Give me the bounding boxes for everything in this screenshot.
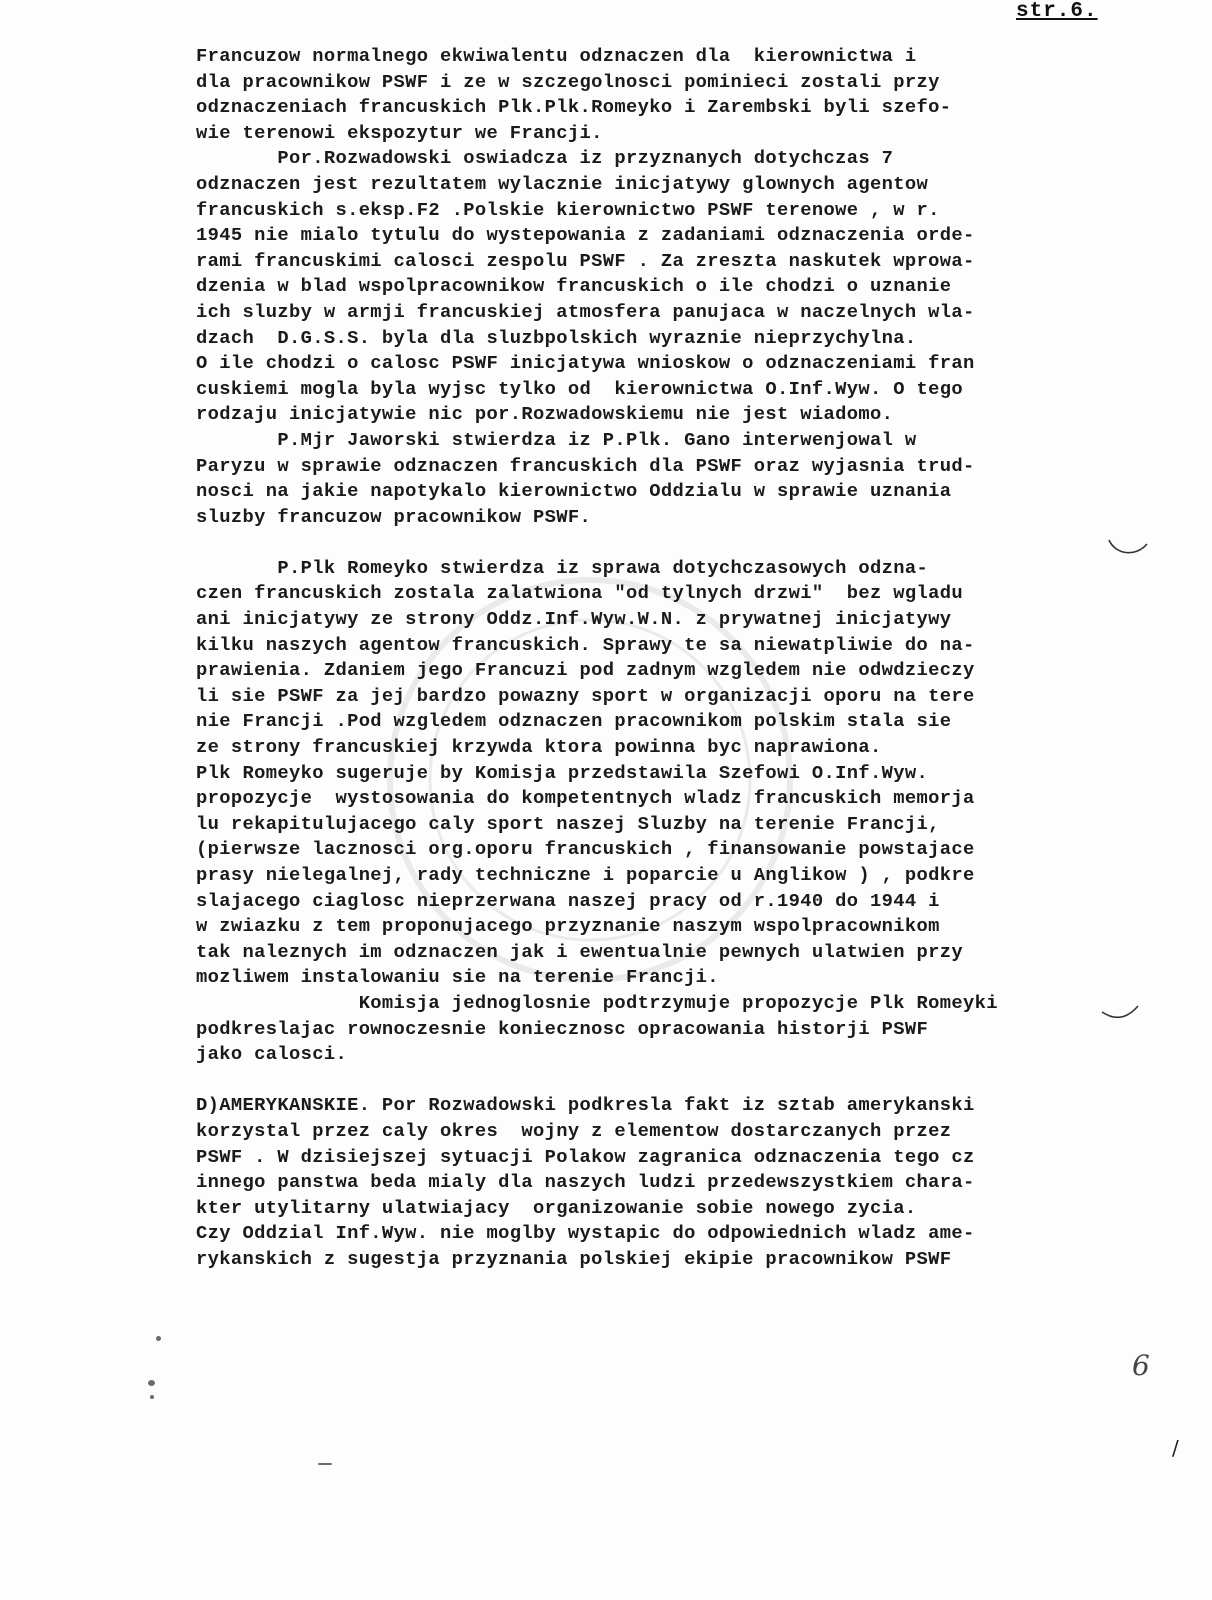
- text-line: nie Francji .Pod wzgledem odznaczen pracownikom polskim stala sie: [196, 710, 952, 733]
- typed-body-text: [196, 44, 1186, 1273]
- text-line: rami francuskimi calosci zespolu PSWF . Za zreszta naskutek wprowa-: [196, 249, 975, 272]
- text-line: dla pracownikow PSWF i ze w szczegolnosci pominieci zostali przy: [196, 70, 940, 93]
- text-line: w zwiazku z tem proponujacego przyznanie naszym wspolpracownikom: [196, 915, 940, 938]
- text-line: dzach D.G.S.S. byla dla sluzbpolskich wyraznie nieprzychylna.: [196, 326, 917, 349]
- text-line: innego panstwa beda mialy dla naszych ludzi przedewszystkiem chara-: [196, 1171, 975, 1194]
- text-line: wie terenowi ekspozytur we Francji.: [196, 121, 603, 144]
- text-line: korzystal przez caly okres wojny z elementow dostarczanych przez: [196, 1119, 952, 1142]
- text-line: O ile chodzi o calosc PSWF inicjatywa wnioskow o odznaczeniami fran: [196, 352, 975, 375]
- text-line: Czy Oddzial Inf.Wyw. nie moglby wystapic do odpowiednich wladz ame-: [196, 1222, 975, 1245]
- text-line: li sie PSWF za jej bardzo powazny sport w organizacji oporu na tere: [196, 684, 975, 707]
- text-line: Plk Romeyko sugeruje by Komisja przedstawila Szefowi O.Inf.Wyw.: [196, 761, 929, 784]
- typed-page-number: str.6.: [1016, 0, 1098, 23]
- text-line: cuskiemi mogla byla wyjsc tylko od kierownictwa O.Inf.Wyw. O tego: [196, 377, 963, 400]
- text-line: dzenia w blad wspolpracownikow francuskich o ile chodzi o uznanie: [196, 275, 952, 298]
- text-line: francuskich s.eksp.F2 .Polskie kierownictwo PSWF terenowe , w r.: [196, 198, 940, 221]
- text-line: 1945 nie mialo tytulu do wystepowania z zadaniami odznaczenia orde-: [196, 224, 975, 247]
- text-line: rodzaju inicjatywie nic por.Rozwadowskiemu nie jest wiadomo.: [196, 403, 894, 426]
- text-line: PSWF . W dzisiejszej sytuacji Polakow zagranica odznaczenia tego cz: [196, 1145, 975, 1168]
- paragraph-gap: [196, 530, 1186, 556]
- text-line: czen francuskich zostala zalatwiona "od tylnych drzwi" bez wgladu: [196, 582, 963, 605]
- handwritten-mark: [1105, 530, 1151, 560]
- text-line: kter utylitarny ulatwiajacy organizowanie sobie nowego zycia.: [196, 1196, 917, 1219]
- text-line: D)AMERYKANSKIE. Por Rozwadowski podkresla fakt iz sztab amerykanski: [196, 1094, 975, 1117]
- text-line: slajacego ciaglosc nieprzerwana naszej pracy od r.1940 do 1944 i: [196, 889, 940, 912]
- text-line: P.Plk Romeyko stwierdza iz sprawa dotychczasowych odzna-: [196, 556, 929, 579]
- text-line: ich sluzby w armji francuskiej atmosfera panujaca w naczelnych wla-: [196, 300, 975, 323]
- text-line: propozycje wystosowania do kompetentnych wladz francuskich memorja: [196, 787, 975, 810]
- text-line: prasy nielegalnej, rady techniczne i poparcie u Anglikow ) , podkre: [196, 864, 975, 886]
- text-line: nosci na jakie napotykalo kierownictwo Oddzialu w sprawie uznania: [196, 480, 952, 503]
- text-line: Francuzow normalnego ekwiwalentu odznaczen dla kierownictwa i: [196, 45, 917, 67]
- text-line: rykanskich z sugestja przyznania polskiej ekipie pracownikow PSWF: [196, 1247, 952, 1270]
- text-line: mozliwem instalowaniu sie na terenie Francji.: [196, 966, 719, 989]
- text-line: jako calosci.: [196, 1043, 348, 1066]
- text-line: prawienia. Zdaniem jego Francuzi pod zadnym wzgledem nie odwdzieczy: [196, 659, 975, 682]
- text-line: sluzby francuzow pracownikow PSWF.: [196, 505, 592, 528]
- text-line: odznaczeniach francuskich Plk.Plk.Romeyko i Zarembski byli szefo-: [196, 96, 952, 119]
- scan-speck: [148, 1380, 155, 1386]
- text-line: kilku naszych agentow francuskich. Sprawy te sa niewatpliwie do na-: [196, 633, 975, 656]
- edge-mark: /: [1172, 1436, 1179, 1460]
- text-line: tak naleznych im odznaczen jak i ewentualnie pewnych ulatwien przy: [196, 940, 963, 963]
- text-line: P.Mjr Jaworski stwierdza iz P.Plk. Gano interwenjowal w: [196, 428, 917, 451]
- text-line: odznaczen jest rezultatem wylacznie inicjatywy glownych agentow: [196, 172, 929, 195]
- scan-speck: [150, 1395, 154, 1399]
- text-line: Por.Rozwadowski oswiadcza iz przyznanych dotychczas 7: [196, 147, 894, 170]
- text-line: Paryzu w sprawie odznaczen francuskich dla PSWF oraz wyjasnia trud-: [196, 454, 975, 477]
- text-line: ani inicjatywy ze strony Oddz.Inf.Wyw.W.N. z prywatnej inicjatywy: [196, 608, 952, 631]
- handwritten-page-number: 6: [1132, 1349, 1150, 1382]
- scan-speck: [156, 1336, 161, 1341]
- text-line: ze strony francuskiej krzywda ktora powinna byc naprawiona.: [196, 736, 882, 759]
- scan-speck: [318, 1463, 332, 1465]
- text-line: (pierwsze lacznosci org.oporu francuskich , finansowanie powstajace: [196, 838, 975, 861]
- handwritten-mark: [1100, 998, 1144, 1028]
- text-line: podkreslajac rownoczesnie koniecznosc opracowania historji PSWF: [196, 1017, 929, 1040]
- text-line: lu rekapitulujacego caly sport naszej Sluzby na terenie Francji,: [196, 812, 940, 835]
- text-line: Komisja jednoglosnie podtrzymuje propozycje Plk Romeyki: [196, 991, 998, 1014]
- paragraph-gap: [196, 1068, 1186, 1094]
